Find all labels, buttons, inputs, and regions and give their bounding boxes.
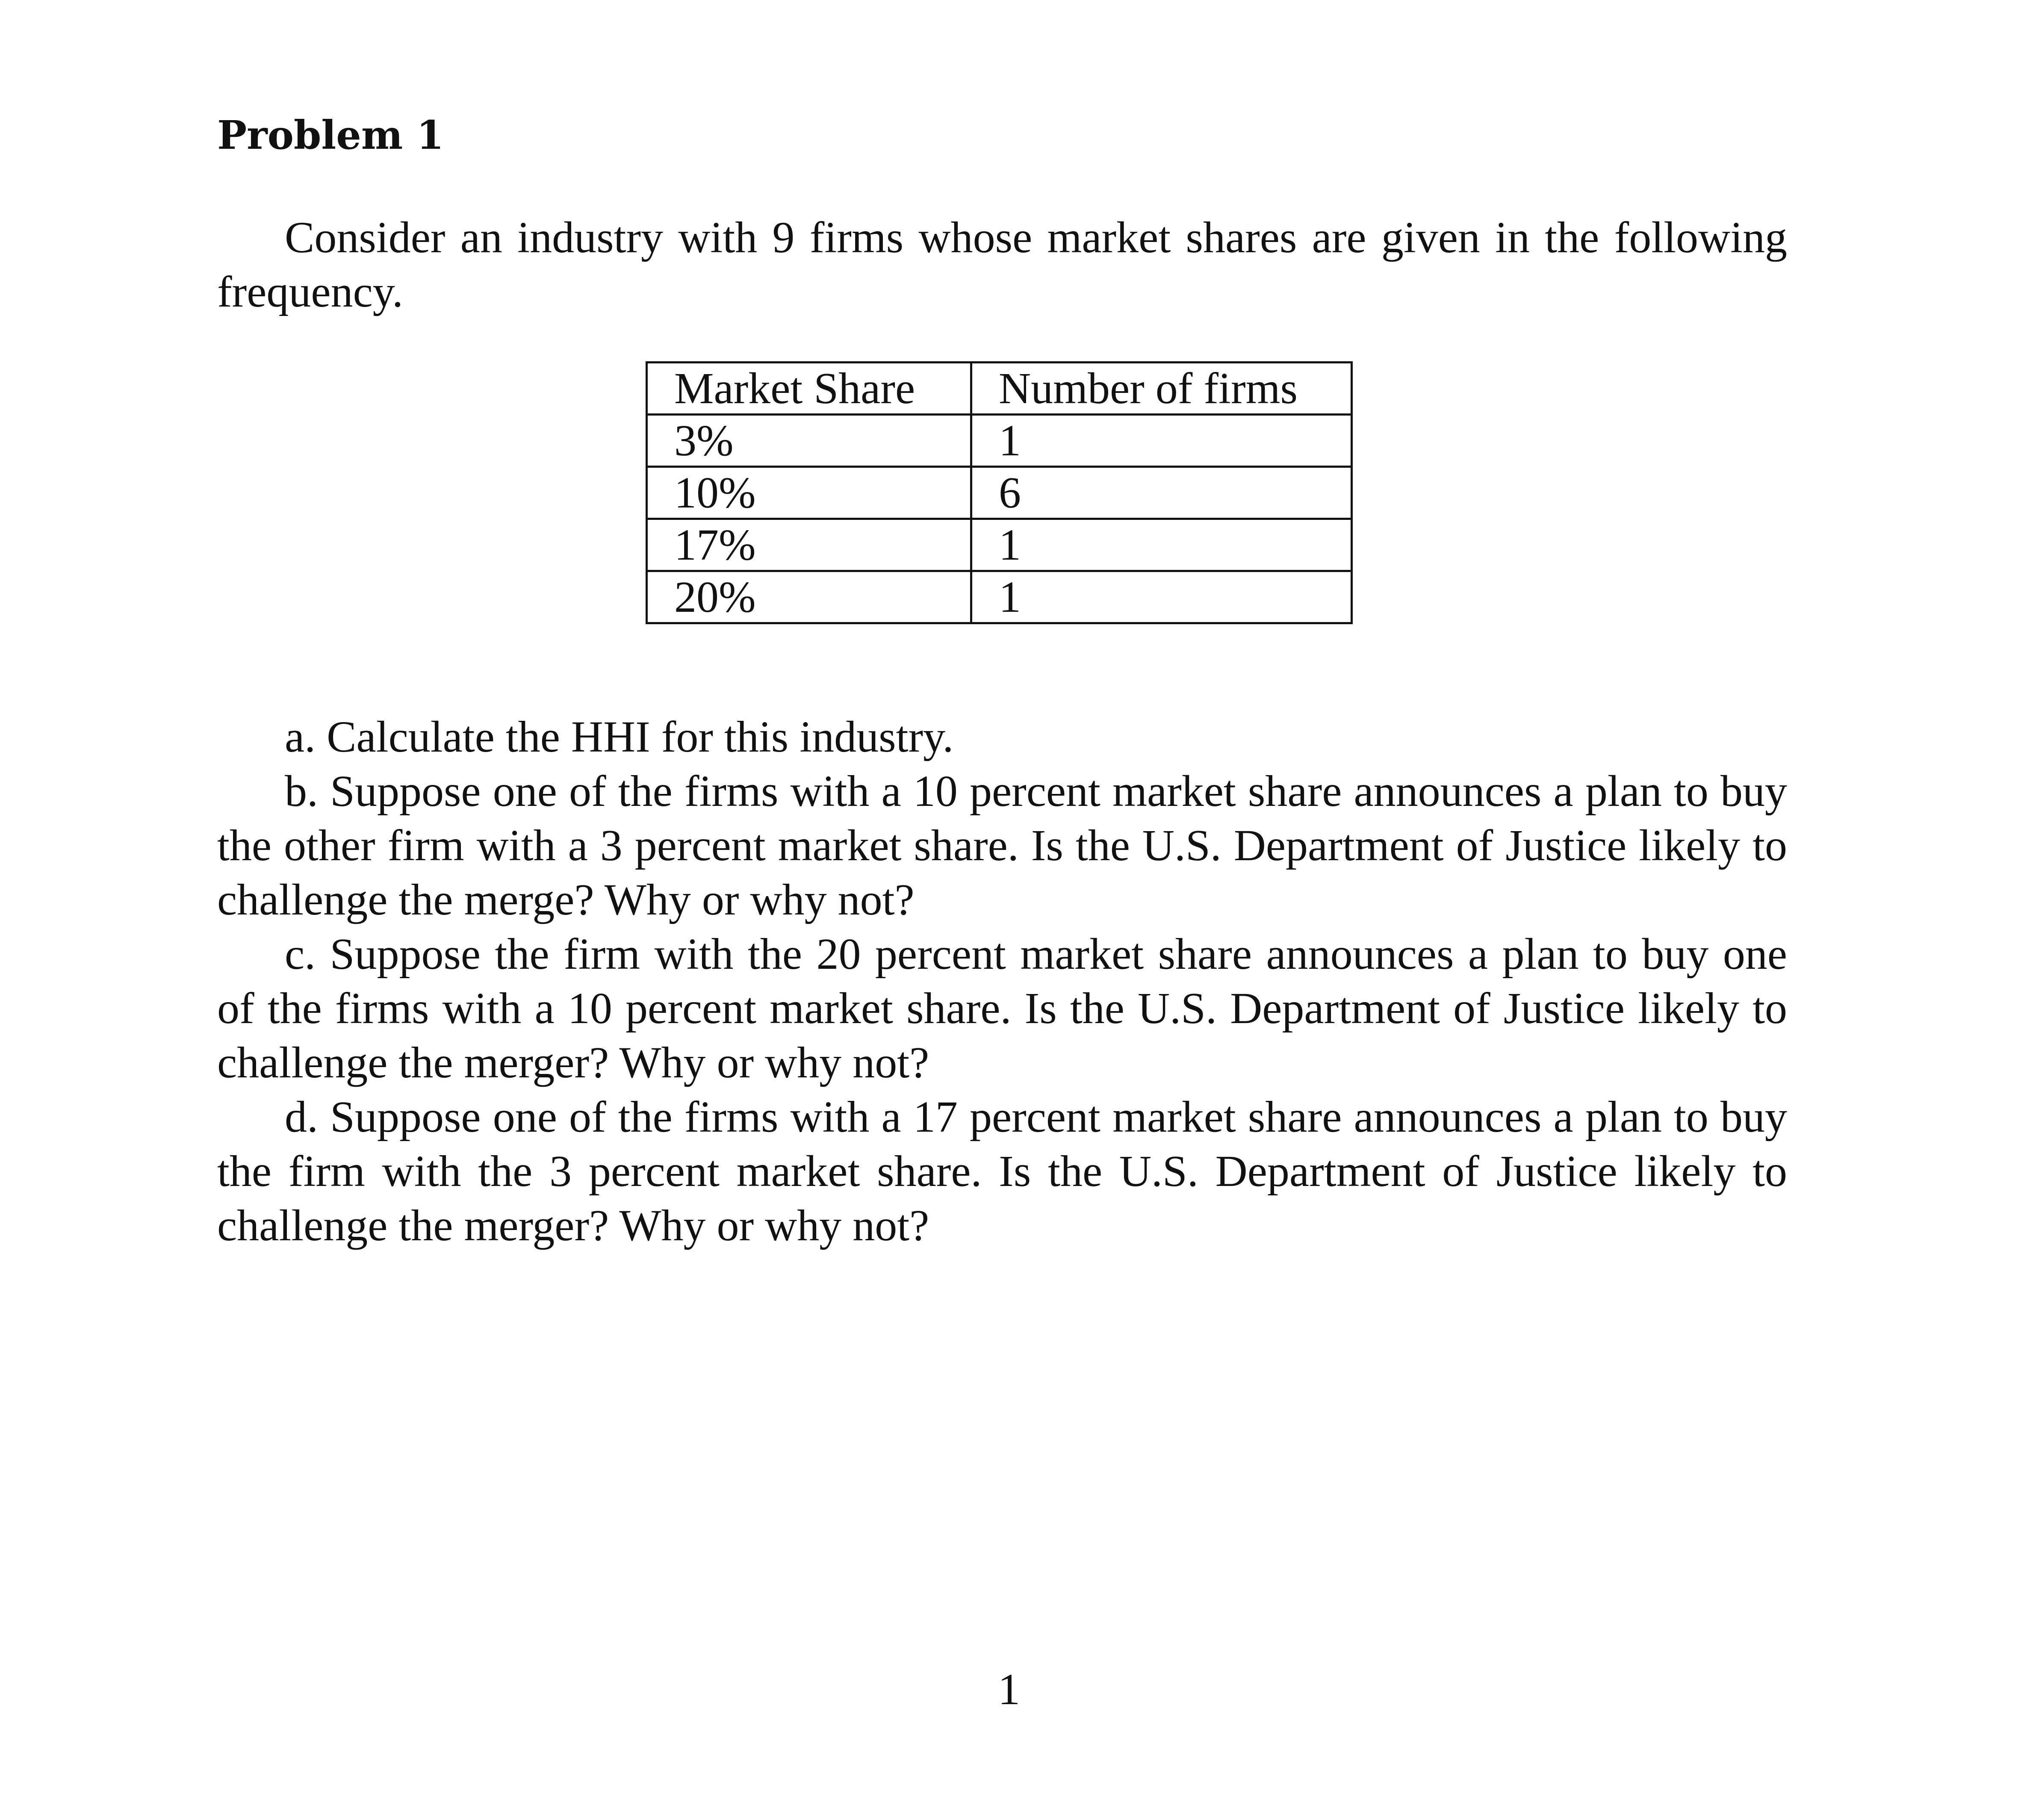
question-b: b. Suppose one of the firms with a 10 percent market share announces a plan to buy the other firm with a 3 percent market share. Is the U.S. Department of Justice likely to challenge the merge? Why or why not? bbox=[217, 767, 1787, 924]
table-row bbox=[647, 571, 1352, 623]
question-list bbox=[217, 710, 1787, 1253]
market-share-cell: 17% bbox=[647, 519, 971, 571]
header-number-of-firms: Number of firms bbox=[971, 363, 1352, 415]
market-share-cell: 10% bbox=[647, 467, 971, 519]
table-header-row bbox=[647, 363, 1352, 415]
header-market-share: Market Share bbox=[647, 363, 971, 415]
number-of-firms-cell: 6 bbox=[971, 467, 1352, 519]
question-a: a. Calculate the HHI for this industry. bbox=[285, 712, 954, 761]
table-row bbox=[647, 415, 1352, 467]
table-row bbox=[647, 467, 1352, 519]
question-c: c. Suppose the firm with the 20 percent market share announces a plan to buy one of the firms with a 10 percent market share. Is the U.S. Department of Justice likely to challenge the merger? Why or why not? bbox=[217, 929, 1787, 1087]
number-of-firms-cell: 1 bbox=[971, 571, 1352, 623]
number-of-firms-cell: 1 bbox=[971, 415, 1352, 467]
number-of-firms-cell: 1 bbox=[971, 519, 1352, 571]
market-share-table bbox=[646, 361, 1353, 624]
problem-heading: Problem 1 bbox=[217, 112, 444, 158]
question-d: d. Suppose one of the firms with a 17 percent market share announces a plan to buy the firm with the 3 percent market share. Is the U.S. Department of Justice likely to challenge the merger? Why or why not? bbox=[217, 1092, 1787, 1250]
table-row bbox=[647, 519, 1352, 571]
intro-paragraph: Consider an industry with 9 firms whose market shares are given in the following frequency. bbox=[217, 213, 1787, 316]
market-share-cell: 20% bbox=[647, 571, 971, 623]
page-number: 1 bbox=[998, 1665, 1020, 1714]
market-share-cell: 3% bbox=[647, 415, 971, 467]
